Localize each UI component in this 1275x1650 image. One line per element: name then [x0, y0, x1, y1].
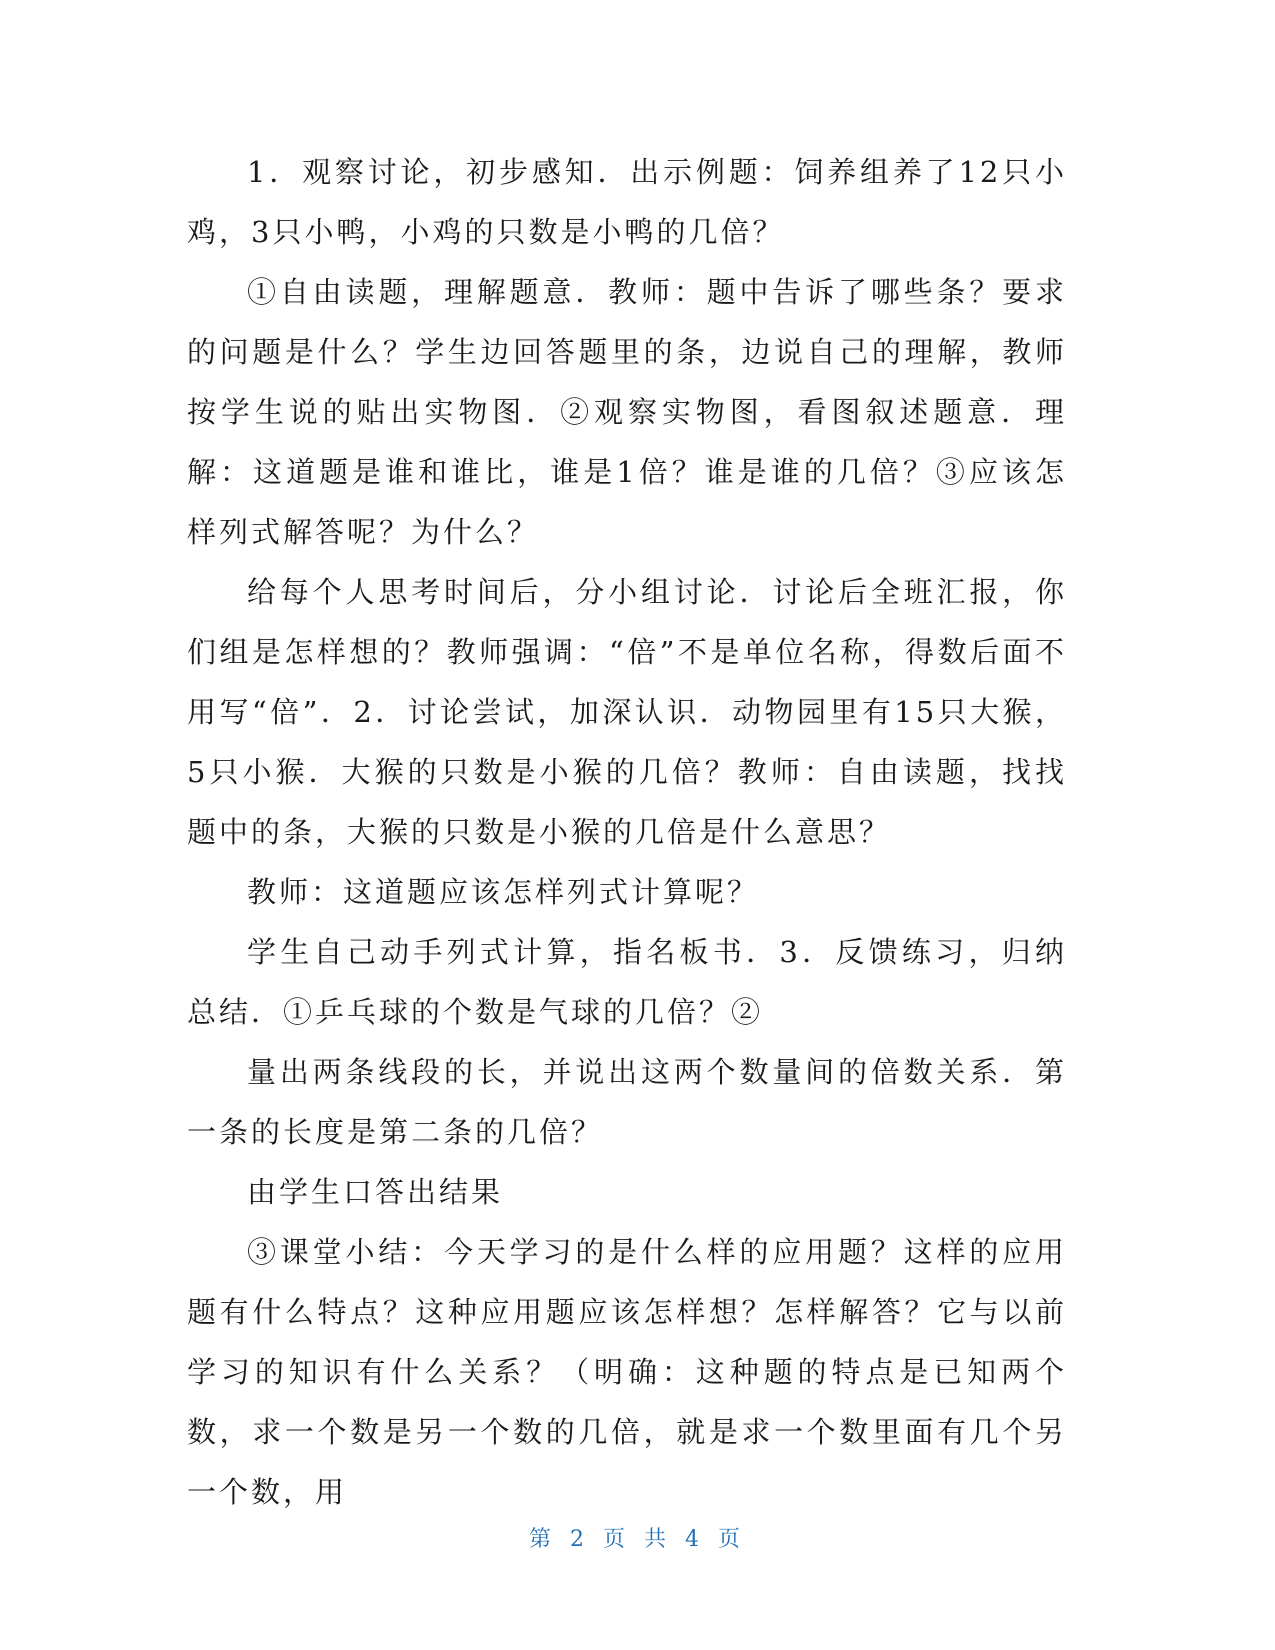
paragraph-2: ①自由读题，理解题意．教师：题中告诉了哪些条？要求的问题是什么？学生边回答题里的条，边说自己的理解，教师按学生说的贴出实物图．②观察实物图，看图叙述题意．理解：这道题是谁和谁比，谁是1倍？谁是谁的几倍？③应该怎样列式解答呢？为什么？	[187, 275, 1067, 549]
paragraph-7: 由学生口答出结果	[247, 1175, 504, 1209]
paragraph-4: 教师：这道题应该怎样列式计算呢？	[247, 875, 760, 909]
paragraph-1: 1．观察讨论，初步感知．出示例题：饲养组养了12只小鸡，3只小鸭，小鸡的只数是小鸭的几倍？	[187, 155, 1067, 249]
paragraph-8: ③课堂小结：今天学习的是什么样的应用题？这样的应用题有什么特点？这种应用题应该怎样想？怎样解答？它与以前学习的知识有什么关系？（明确：这种题的特点是已知两个数，求一个数是另一个数的几倍，就是求一个数里面有几个另一个数，用	[187, 1235, 1067, 1509]
paragraph-5: 学生自己动手列式计算，指名板书．3．反馈练习，归纳总结．①乒乓球的个数是气球的几倍？②	[187, 935, 1067, 1029]
paragraph-3: 给每个人思考时间后，分小组讨论．讨论后全班汇报，你们组是怎样想的？教师强调：“倍”不是单位名称，得数后面不用写“倍”．2．讨论尝试，加深认识．动物园里有15只大猴，5只小猴．大猴的只数是小猴的几倍？教师：自由读题，找找题中的条，大猴的只数是小猴的几倍是什么意思？	[187, 575, 1067, 849]
document-body	[187, 142, 1067, 1522]
page-number-footer: 第 2 页 共 4 页	[529, 1527, 746, 1552]
paragraph-6: 量出两条线段的长，并说出这两个数量间的倍数关系．第一条的长度是第二条的几倍？	[187, 1055, 1067, 1149]
